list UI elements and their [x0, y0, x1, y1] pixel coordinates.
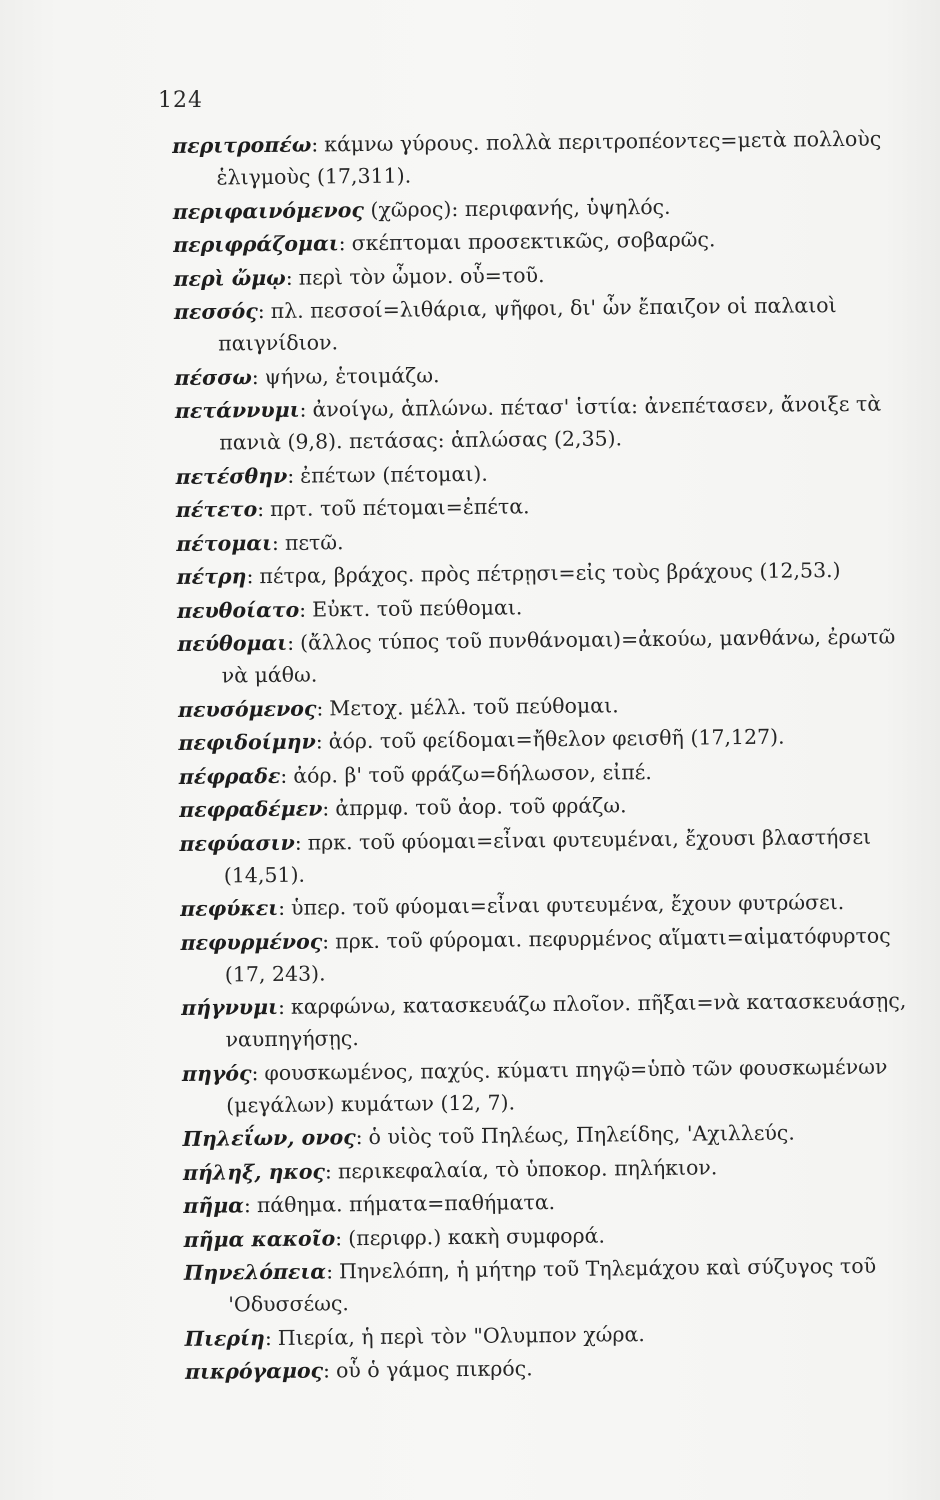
entry-headword: Πηλεΐων, ονος [182, 1125, 356, 1151]
entry-headword: πέτρη [176, 564, 247, 589]
entry-headword: πευθοίατο [176, 597, 300, 623]
glossary-entry: πέτρη: πέτρα, βράχος. πρὸς πέτρῃσι=εἰς τοὺς βράχους (12,53.) [176, 558, 841, 589]
glossary-entries [172, 122, 930, 1389]
glossary-entry: πευθοίατο: Εὐκτ. τοῦ πεύθομαι. [176, 594, 523, 623]
entry-gloss: Πιερία, ἡ περὶ τὸν "Ολυμπον χώρα. [277, 1321, 645, 1350]
entry-gloss: πρκ. τοῦ φύομαι=εἶναι φυτευμέναι, ἔχουσι βλαστήσει (14,51). [223, 824, 872, 887]
glossary-entry: περιφράζομαι: σκέπτομαι προσεκτικῶς, σοβαρῶς. [173, 227, 716, 257]
entry-headword: πεφύασιν [179, 830, 295, 856]
entry-headword: πηγός [181, 1060, 252, 1086]
glossary-entry: πέτομαι: πετῶ. [176, 529, 344, 556]
glossary-entry: Πιερίη: Πιερία, ἡ περὶ τὸν "Ολυμπον χώρα. [184, 1321, 645, 1351]
entry-gloss: ἀόρ. τοῦ φείδομαι=ἤθελον φεισθῆ (17,127). [328, 724, 785, 754]
glossary-entry: πεσσός: πλ. πεσσοί=λιθάρια, ψῆφοι, δι' ὧν ἔπαιζον οἱ παλαιοὶ παιγνίδιον. [173, 293, 837, 356]
entry-headword: πεφυρμένος [180, 928, 323, 955]
entry-gloss: Μετοχ. μέλλ. τοῦ πεύθομαι. [329, 692, 619, 720]
glossary-entry: πέτετο: πρτ. τοῦ πέτομαι=ἐπέτα. [175, 494, 530, 522]
entry-gloss: περὶ τὸν ὦμον. οὗ=τοῦ. [298, 262, 545, 290]
glossary-entry: πέφραδε: ἀόρ. β' τοῦ φράζω=δήλωσον, εἰπέ. [178, 759, 652, 789]
entry-headword: πικρόγαμος [184, 1358, 324, 1384]
entry-gloss: (περιφρ.) κακὴ συμφορά. [348, 1223, 606, 1250]
entry-headword: Πιερίη [184, 1325, 265, 1351]
entry-headword: πεύθομαι [177, 630, 288, 656]
glossary-entry: πεφύασιν: πρκ. τοῦ φύομαι=εἶναι φυτευμέναι, ἔχουσι βλαστήσει (14,51). [179, 824, 872, 887]
entry-headword: πῆμα κακοῖο [183, 1225, 336, 1252]
entry-gloss: πλ. πεσσοί=λιθάρια, ψῆφοι, δι' ὧν ἔπαιζον οἱ παλαιοὶ παιγνίδιον. [218, 293, 837, 356]
entry-gloss: περικεφαλαία, τὸ ὑποκορ. πηλήκιον. [337, 1154, 718, 1183]
entry-gloss: ἐπέτων (πέτομαι). [300, 461, 488, 488]
entry-headword: περιτροπέω [172, 132, 312, 158]
entry-gloss: ψήνω, ἑτοιμάζω. [264, 362, 440, 389]
entry-gloss: (ἄλλος τύπος τοῦ πυνθάνομαι)=ἀκούω, μανθάνω, ἐρωτῶ νὰ μάθω. [221, 624, 896, 688]
glossary-entry: πεφύκει: ὑπερ. τοῦ φύομαι=εἶναι φυτευμένα, ἔχουν φυτρώσει. [180, 890, 845, 921]
entry-gloss: καρφώνω, κατασκευάζω πλοῖον. πῆξαι=νὰ κατασκευάσῃς, ναυπηγήσῃς. [225, 988, 907, 1052]
glossary-entry: πετέσθην: ἐπέτων (πέτομαι). [175, 461, 488, 489]
glossary-entry: πήληξ, ηκος: περικεφαλαία, τὸ ὑποκορ. πηλήκιον. [182, 1154, 718, 1185]
entry-headword: περὶ ὤμῳ [173, 265, 286, 291]
entry-gloss: οὗ ὁ γάμος πικρός. [335, 1356, 533, 1383]
entry-headword: πέτομαι [176, 530, 273, 556]
entry-gloss: ὁ υἱὸς τοῦ Πηλέως, Πηλείδης, 'Αχιλλεύς. [368, 1120, 795, 1149]
glossary-entry: πηγός: φουσκωμένος, παχύς. κύματι πηγῷ=ὑπὸ τῶν φουσκωμένων (μεγάλων) κυμάτων (12, 7). [181, 1054, 888, 1117]
entry-headword: Πηνελόπεια [183, 1259, 327, 1285]
entry-gloss: ἀνοίγω, ἁπλώνω. πέτασ' ἱστία: ἀνεπέτασεν, ἄνοιξε τὰ πανιὰ (9,8). πετάσας: ἁπλώσας (2,35). [219, 391, 882, 455]
entry-gloss: κάμνω γύρους. πολλὰ περιτροπέοντες=μετὰ πολλοὺς ἑλιγμοὺς (17,311). [216, 126, 882, 190]
entry-headword: πεφύκει [180, 895, 279, 921]
glossary-entry: πέσσω: ψήνω, ἑτοιμάζω. [174, 362, 440, 390]
entry-gloss: πέτρα, βράχος. πρὸς πέτρῃσι=εἰς τοὺς βράχους (12,53.) [259, 558, 841, 589]
entry-gloss: Πηνελόπη, ἡ μήτηρ τοῦ Τηλεμάχου καὶ σύζυγος τοῦ 'Οδυσσέως. [228, 1253, 877, 1317]
entry-gloss: ὑπερ. τοῦ φύομαι=εἶναι φυτευμένα, ἔχουν φυτρώσει. [290, 890, 845, 920]
glossary-entry: Πηλεΐων, ονος: ὁ υἱὸς τοῦ Πηλέως, Πηλείδης, 'Αχιλλεύς. [182, 1120, 795, 1151]
entry-headword: πευσόμενος [177, 696, 317, 722]
entry-headword: πέτετο [175, 497, 258, 522]
entry-gloss: φουσκωμένος, παχύς. κύματι πηγῷ=ὑπὸ τῶν φουσκωμένων (μεγάλων) κυμάτων (12, 7). [226, 1054, 888, 1117]
entry-gloss: (χῶρος): περιφανής, ὑψηλός. [370, 194, 671, 222]
glossary-entry: πετάννυμι: ἀνοίγω, ἁπλώνω. πέτασ' ἱστία: ἀνεπέτασεν, ἄνοιξε τὰ πανιὰ (9,8). πετάσας: ἁπλώσας (2,35). [174, 391, 882, 455]
entry-headword: πετάννυμι [174, 397, 300, 423]
entry-gloss: Εὐκτ. τοῦ πεύθομαι. [312, 594, 523, 622]
entry-headword: πῆμα [183, 1193, 245, 1218]
entry-gloss: πρτ. τοῦ πέτομαι=ἐπέτα. [269, 494, 530, 521]
glossary-entry: πεφυρμένος: πρκ. τοῦ φύρομαι. πεφυρμένος αἵματι=αἱματόφυρτος (17, 243). [180, 923, 891, 986]
entry-gloss: ἀπρμφ. τοῦ ἀορ. τοῦ φράζω. [335, 793, 627, 821]
page-number: 124 [158, 88, 203, 113]
entry-gloss: πάθημα. πήματα=παθήματα. [256, 1190, 556, 1218]
entry-headword: πέφραδε [178, 763, 281, 789]
entry-headword: περιφράζομαι [173, 231, 339, 257]
entry-headword: πήγνυμι [181, 994, 279, 1020]
glossary-entry: περιτροπέω: κάμνω γύρους. πολλὰ περιτροπέοντες=μετὰ πολλοὺς ἑλιγμοὺς (17,311). [172, 126, 882, 190]
entry-gloss: ἀόρ. β' τοῦ φράζω=δήλωσον, εἰπέ. [293, 759, 652, 788]
entry-headword: πέσσω [174, 364, 252, 390]
glossary-entry: πευσόμενος: Μετοχ. μέλλ. τοῦ πεύθομαι. [177, 692, 619, 722]
glossary-entry: πῆμα: πάθημα. πήματα=παθήματα. [183, 1190, 556, 1218]
entry-headword: πεφιδοίμην [178, 729, 316, 755]
glossary-entry: πεφραδέμεν: ἀπρμφ. τοῦ ἀορ. τοῦ φράζω. [178, 793, 627, 822]
entry-headword: πετέσθην [175, 463, 288, 489]
glossary-entry: Πηνελόπεια: Πηνελόπη, ἡ μήτηρ τοῦ Τηλεμάχου καὶ σύζυγος τοῦ 'Οδυσσέως. [183, 1253, 877, 1317]
entry-headword: περιφαινόμενος [172, 197, 364, 224]
entry-gloss: σκέπτομαι προσεκτικῶς, σοβαρῶς. [351, 227, 716, 256]
glossary-entry: πήγνυμι: καρφώνω, κατασκευάζω πλοῖον. πῆξαι=νὰ κατασκευάσῃς, ναυπηγήσῃς. [181, 988, 907, 1052]
glossary-entry: πῆμα κακοῖο: (περιφρ.) κακὴ συμφορά. [183, 1223, 606, 1252]
glossary-entry: πεφιδοίμην: ἀόρ. τοῦ φείδομαι=ἤθελον φεισθῆ (17,127). [178, 724, 785, 755]
entry-headword: πεφραδέμεν [178, 796, 323, 822]
entry-headword: πεσσός [173, 299, 258, 324]
glossary-entry: πεύθομαι: (ἄλλος τύπος τοῦ πυνθάνομαι)=ἀκούω, μανθάνω, ἐρωτῶ νὰ μάθω. [177, 624, 896, 688]
glossary-entry: πικρόγαμος: οὗ ὁ γάμος πικρός. [184, 1356, 533, 1384]
entry-headword: πήληξ, ηκος [182, 1158, 326, 1185]
entry-gloss: πετῶ. [284, 529, 344, 555]
glossary-entry: περὶ ὤμῳ: περὶ τὸν ὦμον. οὗ=τοῦ. [173, 262, 545, 291]
entry-gloss: πρκ. τοῦ φύρομαι. πεφυρμένος αἵματι=αἱματόφυρτος (17, 243). [224, 923, 891, 986]
